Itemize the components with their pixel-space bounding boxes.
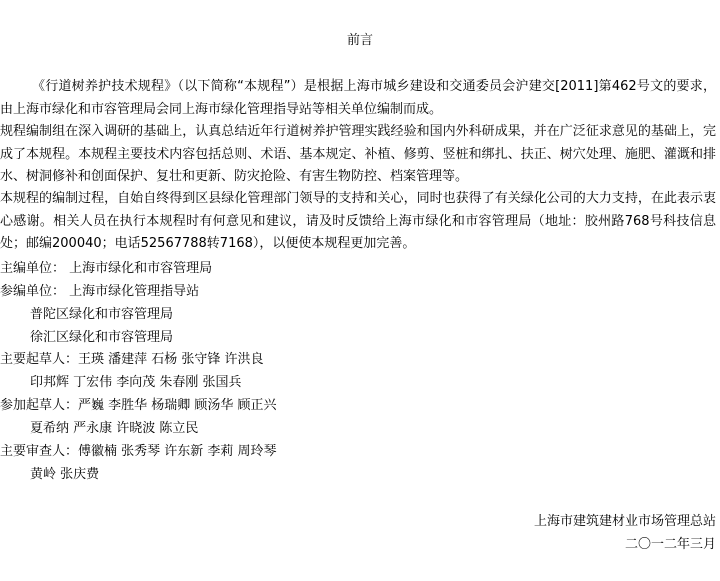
signature-date: 二〇一二年三月	[624, 537, 716, 552]
credit-chief-unit: 主编单位： 上海市绿化和市容管理局	[0, 261, 213, 276]
paragraph-acknowledgement: 本规程的编制过程，自始自终得到区县绿化管理部门领导的支持和关心，同时也获得了有关绿化公司的大力支持，在此表示衷心感谢。相关人员在执行本规程时有何意见和建议，请及时反馈给上海市绿化和市容管理局（地址：胶州路768号科技信息处；邮编200040；电话52567788转7168），以便使本规程更加完善。	[0, 191, 716, 251]
credit-main-reviewers: 主要审查人：傅徽楠 张秀琴 许东新 李莉 周玲琴	[0, 444, 277, 459]
paragraph-contents: 规程编制组在深入调研的基础上，认真总结近年行道树养护管理实践经验和国内外科研成果，并在广泛征求意见的基础上，完成了本规程。本规程主要技术内容包括总则、术语、基本规定、补植、修剪、竖桩和绑扎、扶正、树穴处理、施肥、灌溉和排水、树洞修补和创面保护、复壮和更新、防灾抢险、有害生物防控、档案管理等。	[0, 124, 716, 184]
credit-main-reviewers-2: 黄岭 张庆费	[30, 467, 100, 482]
signature-organization: 上海市建筑建材业市场管理总站	[533, 514, 716, 529]
credit-participating-drafters-2: 夏希纳 严永康 许晓波 陈立民	[30, 421, 199, 436]
paragraph-intro: 《行道树养护技术规程》（以下简称“本规程”）是根据上海市城乡建设和交通委员会沪建交[2011]第462号文的要求，由上海市绿化和市容管理局会同上海市绿化管理指导站等相关单位编制而成。	[0, 79, 716, 117]
credit-participating-drafters: 参加起草人：严巍 李胜华 杨瑞卿 顾汤华 顾正兴	[0, 398, 277, 413]
credit-participating-unit-3: 徐汇区绿化和市容管理局	[30, 330, 174, 345]
credit-participating-unit-2: 普陀区绿化和市容管理局	[30, 307, 174, 322]
credit-participating-unit: 参编单位： 上海市绿化管理指导站	[0, 284, 200, 299]
credit-main-drafters: 主要起草人：王瑛 潘建萍 石杨 张守锋 许洪良	[0, 352, 264, 367]
page-title: 前言	[346, 33, 373, 48]
credit-main-drafters-2: 印邦辉 丁宏伟 李向茂 朱春刚 张国兵	[30, 375, 242, 390]
